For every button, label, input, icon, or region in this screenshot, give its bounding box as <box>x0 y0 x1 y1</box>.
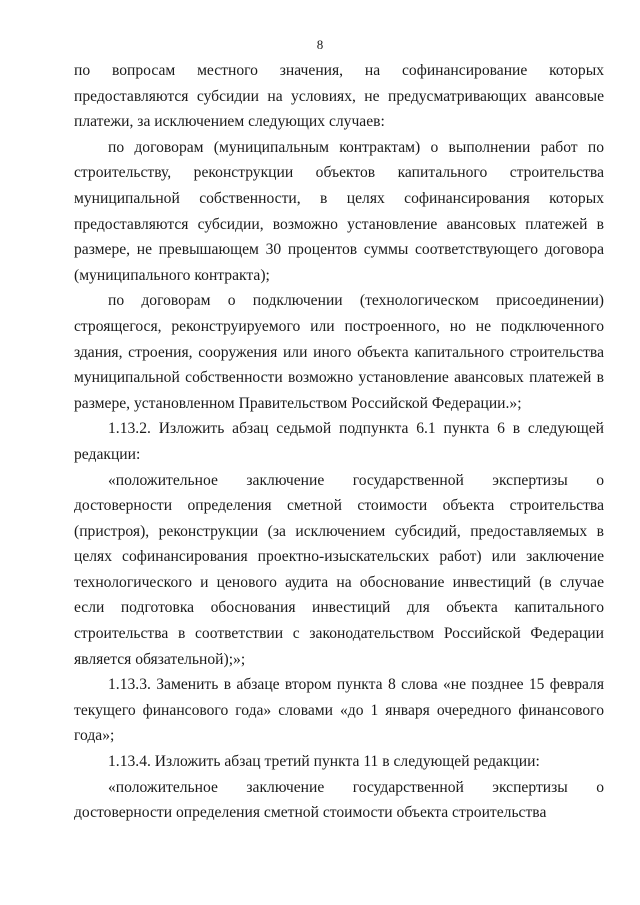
document-body <box>74 58 604 826</box>
paragraph-exception-1: по договорам (муниципальным контрактам) о выполнении работ по строительству, реконструкции объектов капитального строительства муниципальной собственности, в целях софинансирования которых предоставляются субсидии, возможно установление авансовых платежей в размере, не превышающем 30 процентов суммы соответствующего договора (муниципального контракта); <box>74 138 604 284</box>
page-number: 8 <box>316 37 324 52</box>
paragraph-continuation: по вопросам местного значения, на софинансирование которых предоставляются субсидии на условиях, не предусматривающих авансовые платежи, за исключением следующих случаев: <box>74 62 604 131</box>
paragraph-quote-2: «положительное заключение государственной экспертизы о достоверности определения сметной стоимости объекта строительства <box>74 778 604 822</box>
paragraph-quote-1: «положительное заключение государственной экспертизы о достоверности определения сметной стоимости объекта строительства (пристроя), реконструкции (за исключением субсидий, предоставляемых в целях софинансирования проектно-изыскательских работ) или заключение технологического и ценового аудита на обоснование инвестиций (в случае если подготовка обоснования инвестиций для объекта капитального строительства в соответствии с законодательством Российской Федерации является обязательной);»; <box>74 471 604 668</box>
paragraph-1-13-4: 1.13.4. Изложить абзац третий пункта 11 в следующей редакции: <box>108 753 540 771</box>
paragraph-1-13-2: 1.13.2. Изложить абзац седьмой подпункта 6.1 пункта 6 в следующей редакции: <box>74 420 604 463</box>
paragraph-1-13-3: 1.13.3. Заменить в абзаце втором пункта 8 слова «не позднее 15 февраля текущего финансового года» словами «до 1 января очередного финансового года»; <box>74 676 604 745</box>
paragraph-exception-2: по договорам о подключении (технологическом присоединении) строящегося, реконструируемого или построенного, но не подключенного здания, строения, сооружения или иного объекта капитального строительства муниципальной собственности возможно установление авансовых платежей в размере, установленном Правительством Российской Федерации.»; <box>74 292 604 412</box>
